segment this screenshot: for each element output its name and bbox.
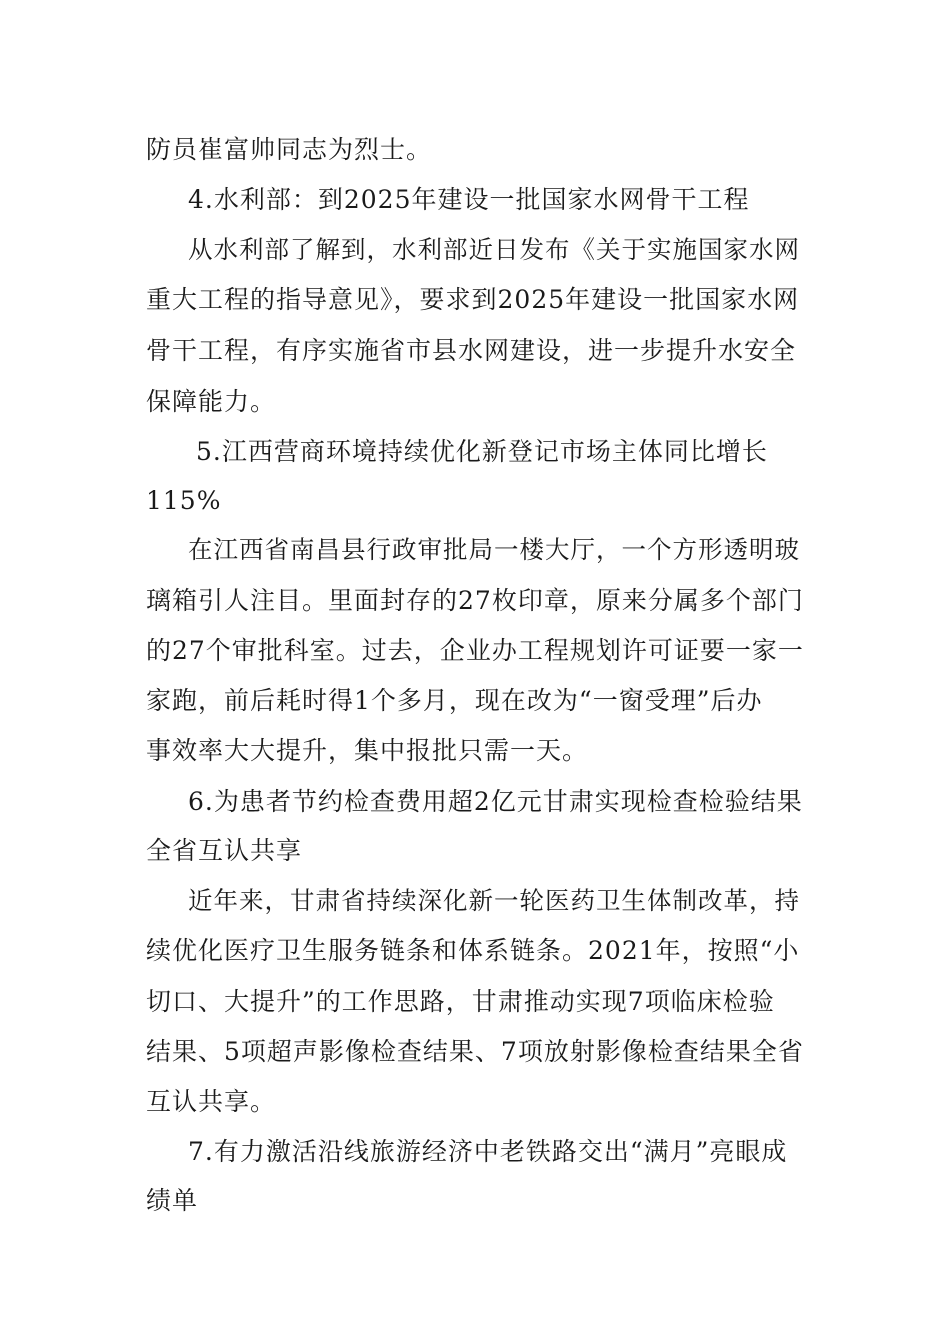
paragraph-line: 在江西省南昌县行政审批局一楼大厅，一个方形透明玻 — [188, 535, 800, 564]
section-heading-7: 7.有力激活沿线旅游经济中老铁路交出“满月”亮眼成 — [188, 1137, 788, 1166]
section-heading-5: 5.江西营商环境持续优化新登记市场主体同比增长 — [196, 437, 768, 466]
paragraph-line: 重大工程的指导意见》，要求到2025年建设一批国家水网 — [146, 285, 800, 314]
section-heading-6: 6.为患者节约检查费用超2亿元甘肃实现检查检验结果 — [188, 787, 803, 816]
paragraph-line: 事效率大大提升，集中报批只需一天。 — [146, 736, 589, 765]
paragraph-line: 互认共享。 — [146, 1087, 277, 1116]
paragraph-line: 续优化医疗卫生服务链条和体系链条。2021年，按照“小 — [146, 936, 800, 965]
paragraph-line: 防员崔富帅同志为烈士。 — [146, 135, 433, 164]
section-heading-5-cont: 115% — [146, 486, 222, 515]
paragraph-line: 璃箱引人注目。里面封存的27枚印章，原来分属多个部门 — [146, 586, 804, 615]
section-heading-4: 4.水利部：到2025年建设一批国家水网骨干工程 — [188, 185, 750, 214]
paragraph-line: 近年来，甘肃省持续深化新一轮医药卫生体制改革，持 — [188, 886, 800, 915]
paragraph-line: 结果、5项超声影像检查结果、7项放射影像检查结果全省 — [146, 1037, 804, 1066]
paragraph-line: 的27个审批科室。过去，企业办工程规划许可证要一家一 — [146, 636, 804, 665]
paragraph-line: 骨干工程，有序实施省市县水网建设，进一步提升水安全 — [146, 336, 797, 365]
paragraph-line: 家跑，前后耗时得1个多月，现在改为“一窗受理”后办 — [146, 686, 763, 715]
paragraph-line: 切口、大提升”的工作思路，甘肃推动实现7项临床检验 — [146, 987, 775, 1016]
paragraph-line: 保障能力。 — [146, 387, 277, 416]
section-heading-7-cont: 绩单 — [146, 1186, 199, 1215]
section-heading-6-cont: 全省互认共享 — [146, 836, 303, 865]
paragraph-line: 从水利部了解到，水利部近日发布《关于实施国家水网 — [188, 235, 800, 264]
